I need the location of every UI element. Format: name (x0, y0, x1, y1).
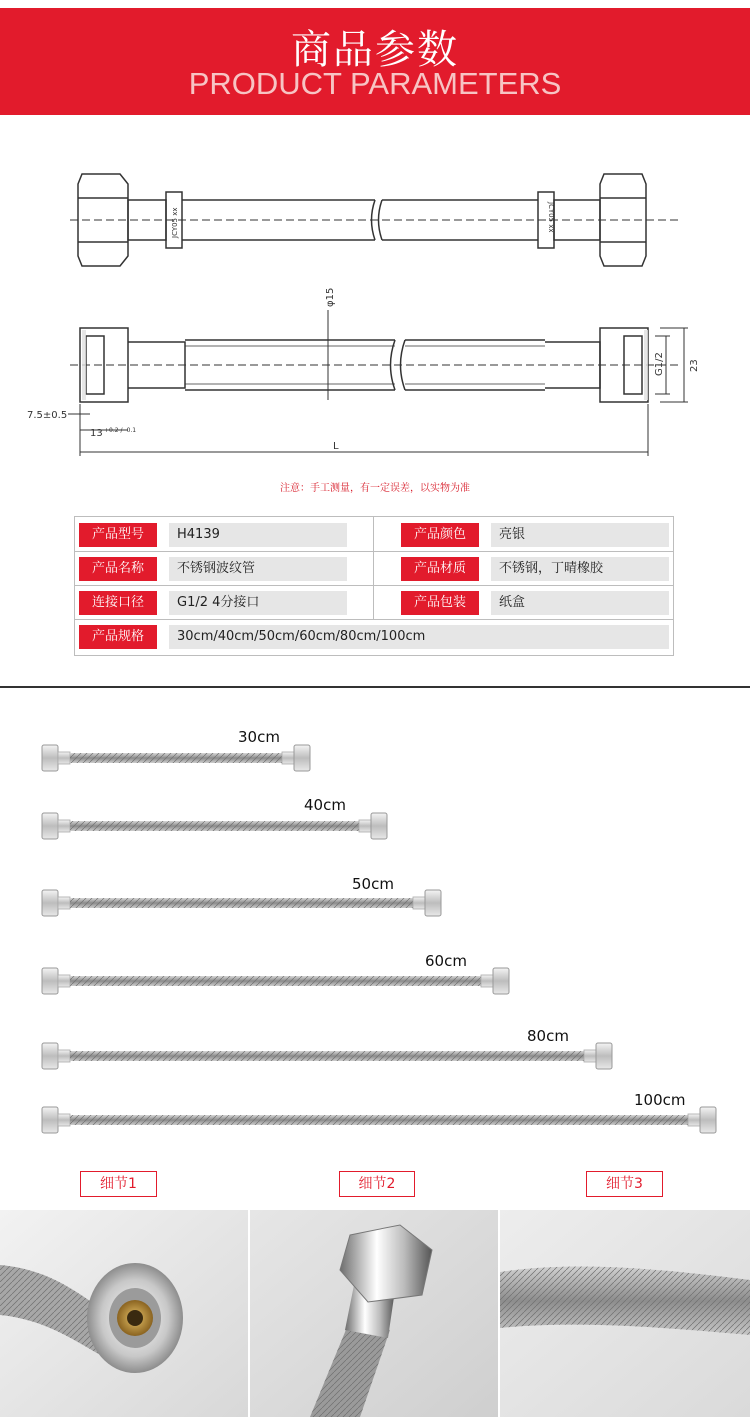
hose-2 (42, 813, 387, 839)
color-value: 亮银 (491, 523, 669, 547)
title-cn: 商品参数 (291, 27, 459, 73)
dim-diameter: φ15 (325, 287, 336, 307)
port-label: 连接口径 (79, 591, 157, 615)
measurement-note: 注意：手工测量，有一定误差，以实物为准 (280, 483, 470, 494)
dim-left: 7.5±0.5 (27, 410, 68, 421)
hose-label: 100cm (634, 1091, 686, 1109)
hose-5 (42, 1043, 612, 1069)
hose-1 (42, 745, 310, 771)
table-divider (373, 517, 374, 620)
name-value: 不锈钢波纹管 (169, 557, 347, 581)
hose-label: 50cm (352, 875, 394, 893)
model-label: 产品型号 (79, 523, 157, 547)
mark-left: JCY05 xx (171, 207, 179, 238)
hose-label: 60cm (425, 952, 467, 970)
dim-13-tol: +0.2 / -0.1 (104, 427, 137, 434)
technical-drawing (0, 160, 750, 460)
title-en: PRODUCT PARAMETERS (188, 66, 562, 101)
material-value: 不锈钢，丁晴橡胶 (491, 557, 669, 581)
detail-label-3: 细节3 (586, 1171, 663, 1197)
dim-thread: G1/2 (654, 352, 665, 376)
spec-value: 30cm/40cm/50cm/60cm/80cm/100cm (169, 625, 669, 649)
port-value: G1/2 4分接口 (169, 591, 347, 615)
parameter-table (74, 516, 674, 656)
package-label: 产品包装 (401, 591, 479, 615)
detail-photo-3 (500, 1210, 750, 1417)
spec-label: 产品规格 (79, 625, 157, 649)
material-label: 产品材质 (401, 557, 479, 581)
table-row-line (75, 585, 673, 586)
detail-label-2: 细节2 (339, 1171, 415, 1197)
hose-label: 80cm (527, 1027, 569, 1045)
dim-length: L (333, 441, 339, 452)
hose-4 (42, 968, 509, 994)
detail-label-1: 细节1 (80, 1171, 157, 1197)
mark-right: JCY05 xx (547, 202, 555, 233)
name-label: 产品名称 (79, 557, 157, 581)
header-banner (0, 8, 750, 115)
color-label: 产品颜色 (401, 523, 479, 547)
model-value: H4139 (169, 523, 347, 547)
dim-13: 13 (90, 428, 103, 439)
detail-photo-1 (0, 1210, 248, 1417)
package-value: 纸盒 (491, 591, 669, 615)
hose-lengths (0, 720, 750, 1150)
dim-height: 23 (689, 359, 700, 372)
hose-label: 30cm (238, 728, 280, 746)
hose-3 (42, 890, 441, 916)
hose-6 (42, 1107, 716, 1133)
hose-label: 40cm (304, 796, 346, 814)
table-row-line (75, 619, 673, 620)
detail-photo-2 (250, 1210, 498, 1417)
section-separator (0, 686, 750, 688)
table-row-line (75, 551, 673, 552)
